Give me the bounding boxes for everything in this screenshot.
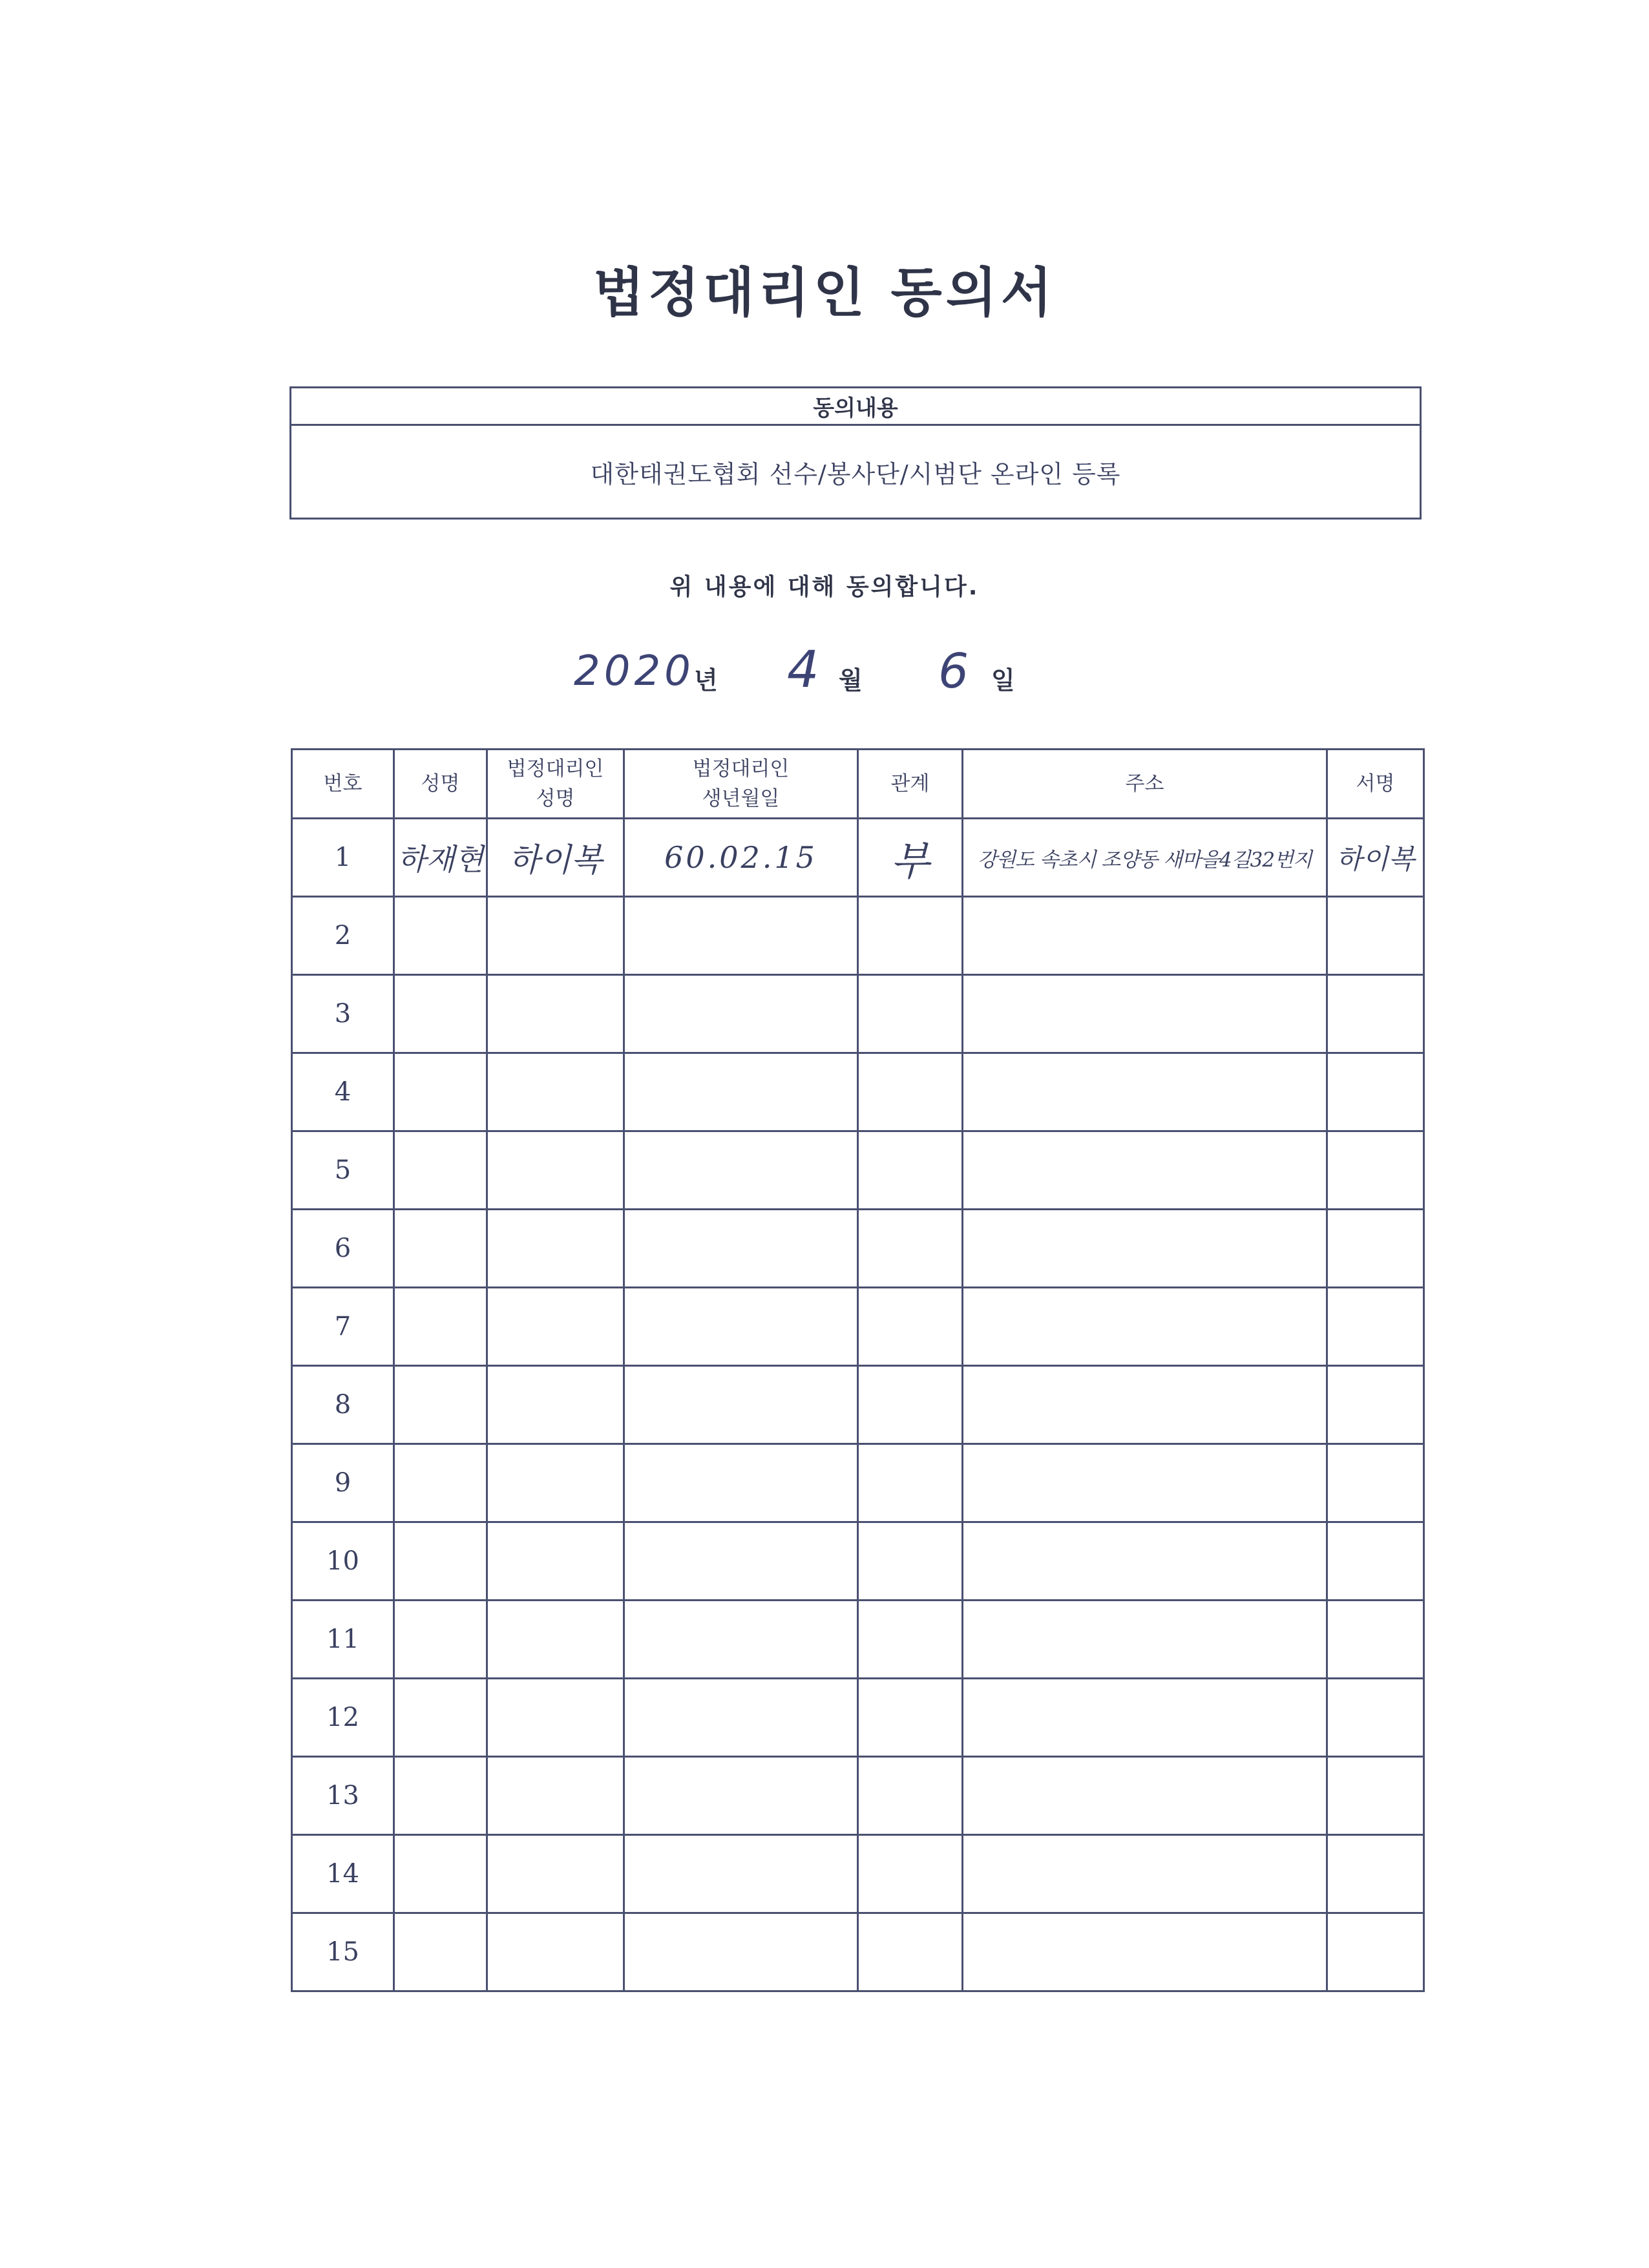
cell-address[interactable] <box>963 1053 1327 1131</box>
cell-number: 13 <box>292 1757 394 1835</box>
cell-signature[interactable] <box>1327 975 1424 1053</box>
cell-name[interactable] <box>394 1288 487 1366</box>
cell-name[interactable] <box>394 1444 487 1522</box>
cell-relation[interactable] <box>858 1601 963 1679</box>
date-year: 2020 <box>574 647 695 695</box>
table-row <box>292 897 1424 975</box>
cell-number: 12 <box>292 1679 394 1757</box>
cell-address[interactable] <box>963 1601 1327 1679</box>
cell-name[interactable] <box>394 1522 487 1601</box>
cell-guardian-name[interactable] <box>487 1444 624 1522</box>
cell-number: 2 <box>292 897 394 975</box>
agree-statement: 위 내용에 대해 동의합니다. <box>669 574 980 600</box>
header-guardian-birth-line1: 법정대리인 <box>692 757 790 781</box>
cell-guardian-name: 하이복 <box>487 819 624 897</box>
cell-guardian-birth[interactable] <box>624 1366 858 1444</box>
cell-relation[interactable] <box>858 1366 963 1444</box>
cell-address[interactable] <box>963 897 1327 975</box>
cell-name[interactable] <box>394 1053 487 1131</box>
cell-name[interactable] <box>394 1210 487 1288</box>
cell-guardian-birth[interactable] <box>624 1757 858 1835</box>
header-relation: 관계 <box>858 750 963 819</box>
header-guardian-name-line2: 성명 <box>536 787 575 810</box>
cell-guardian-birth[interactable] <box>624 1444 858 1522</box>
cell-number: 11 <box>292 1601 394 1679</box>
cell-guardian-name[interactable] <box>487 975 624 1053</box>
cell-guardian-birth[interactable] <box>624 1131 858 1210</box>
cell-name[interactable] <box>394 897 487 975</box>
cell-number: 6 <box>292 1210 394 1288</box>
cell-number: 3 <box>292 975 394 1053</box>
cell-relation[interactable] <box>858 1913 963 1991</box>
cell-number: 10 <box>292 1522 394 1601</box>
cell-relation: 부 <box>858 819 963 897</box>
table-row <box>292 1444 1424 1522</box>
cell-guardian-name[interactable] <box>487 1131 624 1210</box>
table-row <box>292 1601 1424 1679</box>
cell-address[interactable] <box>963 1131 1327 1210</box>
date-day: 6 <box>938 644 969 699</box>
table-row <box>292 819 1424 897</box>
header-address: 주소 <box>963 750 1327 819</box>
cell-signature[interactable] <box>1327 1053 1424 1131</box>
cell-guardian-name[interactable] <box>487 1288 624 1366</box>
cell-number: 14 <box>292 1835 394 1913</box>
cell-name[interactable] <box>394 1601 487 1679</box>
consent-header: 동의내용 <box>291 388 1420 426</box>
header-name: 성명 <box>394 750 487 819</box>
cell-guardian-name[interactable] <box>487 1053 624 1131</box>
guardian-table <box>291 748 1425 1992</box>
cell-relation[interactable] <box>858 1835 963 1913</box>
cell-guardian-birth[interactable] <box>624 1913 858 1991</box>
cell-signature[interactable] <box>1327 1913 1424 1991</box>
cell-guardian-birth[interactable] <box>624 1053 858 1131</box>
table-row <box>292 1679 1424 1757</box>
cell-address[interactable] <box>963 1913 1327 1991</box>
cell-guardian-birth[interactable] <box>624 1601 858 1679</box>
cell-signature[interactable] <box>1327 1757 1424 1835</box>
cell-number: 4 <box>292 1053 394 1131</box>
cell-signature[interactable] <box>1327 897 1424 975</box>
cell-signature[interactable] <box>1327 1210 1424 1288</box>
table-header-row <box>292 750 1424 819</box>
cell-signature[interactable] <box>1327 1131 1424 1210</box>
cell-relation[interactable] <box>858 1131 963 1210</box>
table-row <box>292 1522 1424 1601</box>
consent-content: 대한태권도협회 선수/봉사단/시범단 온라인 등록 <box>590 459 1121 488</box>
table-row <box>292 1757 1424 1835</box>
table-row <box>292 975 1424 1053</box>
cell-relation[interactable] <box>858 1757 963 1835</box>
cell-signature[interactable] <box>1327 1835 1424 1913</box>
cell-address[interactable] <box>963 975 1327 1053</box>
cell-guardian-birth[interactable] <box>624 1835 858 1913</box>
cell-guardian-name[interactable] <box>487 1210 624 1288</box>
cell-name[interactable] <box>394 1131 487 1210</box>
cell-name[interactable] <box>394 1835 487 1913</box>
header-guardian-name-line1: 법정대리인 <box>507 757 604 781</box>
table-row <box>292 1835 1424 1913</box>
cell-guardian-birth[interactable] <box>624 975 858 1053</box>
cell-address[interactable] <box>963 1757 1327 1835</box>
cell-guardian-name[interactable] <box>487 1366 624 1444</box>
cell-address[interactable] <box>963 1679 1327 1757</box>
date-month: 4 <box>787 641 819 699</box>
date-day-unit: 일 <box>991 666 1015 695</box>
cell-address[interactable] <box>963 1835 1327 1913</box>
cell-name[interactable] <box>394 1913 487 1991</box>
cell-name[interactable] <box>394 1757 487 1835</box>
cell-relation[interactable] <box>858 975 963 1053</box>
cell-address[interactable] <box>963 1366 1327 1444</box>
cell-signature[interactable] <box>1327 1601 1424 1679</box>
table-row <box>292 1053 1424 1131</box>
cell-address[interactable] <box>963 1444 1327 1522</box>
table-row <box>292 1366 1424 1444</box>
cell-address[interactable] <box>963 1522 1327 1601</box>
cell-guardian-birth[interactable] <box>624 897 858 975</box>
cell-address[interactable] <box>963 1288 1327 1366</box>
cell-relation[interactable] <box>858 1288 963 1366</box>
cell-relation[interactable] <box>858 1053 963 1131</box>
cell-number: 1 <box>292 819 394 897</box>
cell-guardian-birth[interactable] <box>624 1679 858 1757</box>
cell-name[interactable] <box>394 1366 487 1444</box>
date-month-unit: 월 <box>839 666 863 695</box>
cell-relation[interactable] <box>858 1679 963 1757</box>
table-row <box>292 1913 1424 1991</box>
cell-guardian-name[interactable] <box>487 1522 624 1601</box>
cell-number: 5 <box>292 1131 394 1210</box>
cell-guardian-birth[interactable] <box>624 1288 858 1366</box>
cell-relation[interactable] <box>858 1210 963 1288</box>
cell-guardian-birth: 60.02.15 <box>624 819 858 897</box>
cell-signature[interactable] <box>1327 1522 1424 1601</box>
cell-guardian-birth[interactable] <box>624 1210 858 1288</box>
cell-name: 하재현 <box>394 819 487 897</box>
cell-guardian-birth[interactable] <box>624 1522 858 1601</box>
cell-guardian-name[interactable] <box>487 897 624 975</box>
page-title: 법정대리인 동의서 <box>593 262 1056 324</box>
cell-name[interactable] <box>394 1679 487 1757</box>
cell-guardian-name[interactable] <box>487 1835 624 1913</box>
cell-number: 7 <box>292 1288 394 1366</box>
table-row <box>292 1210 1424 1288</box>
cell-name[interactable] <box>394 975 487 1053</box>
cell-signature: 하이복 <box>1327 819 1424 897</box>
cell-guardian-name[interactable] <box>487 1679 624 1757</box>
header-number: 번호 <box>292 750 394 819</box>
header-guardian-name <box>487 750 624 819</box>
table-row <box>292 1288 1424 1366</box>
cell-number: 9 <box>292 1444 394 1522</box>
cell-address[interactable] <box>963 1210 1327 1288</box>
cell-relation[interactable] <box>858 897 963 975</box>
cell-signature[interactable] <box>1327 1679 1424 1757</box>
cell-relation[interactable] <box>858 1444 963 1522</box>
cell-number: 8 <box>292 1366 394 1444</box>
cell-address: 강원도 속초시 조양동 새마을4길32번지 <box>963 819 1327 897</box>
cell-guardian-name[interactable] <box>487 1913 624 1991</box>
header-signature: 서명 <box>1327 750 1424 819</box>
date-year-unit: 년 <box>694 666 718 695</box>
header-guardian-birth <box>624 750 858 819</box>
cell-signature[interactable] <box>1327 1366 1424 1444</box>
cell-signature[interactable] <box>1327 1288 1424 1366</box>
cell-signature[interactable] <box>1327 1444 1424 1522</box>
cell-relation[interactable] <box>858 1522 963 1601</box>
date-row <box>0 641 1649 704</box>
cell-guardian-name[interactable] <box>487 1757 624 1835</box>
table-row <box>292 1131 1424 1210</box>
consent-box <box>289 386 1422 520</box>
cell-guardian-name[interactable] <box>487 1601 624 1679</box>
table-body <box>292 819 1424 1991</box>
cell-number: 15 <box>292 1913 394 1991</box>
header-guardian-birth-line2: 생년월일 <box>702 787 780 810</box>
